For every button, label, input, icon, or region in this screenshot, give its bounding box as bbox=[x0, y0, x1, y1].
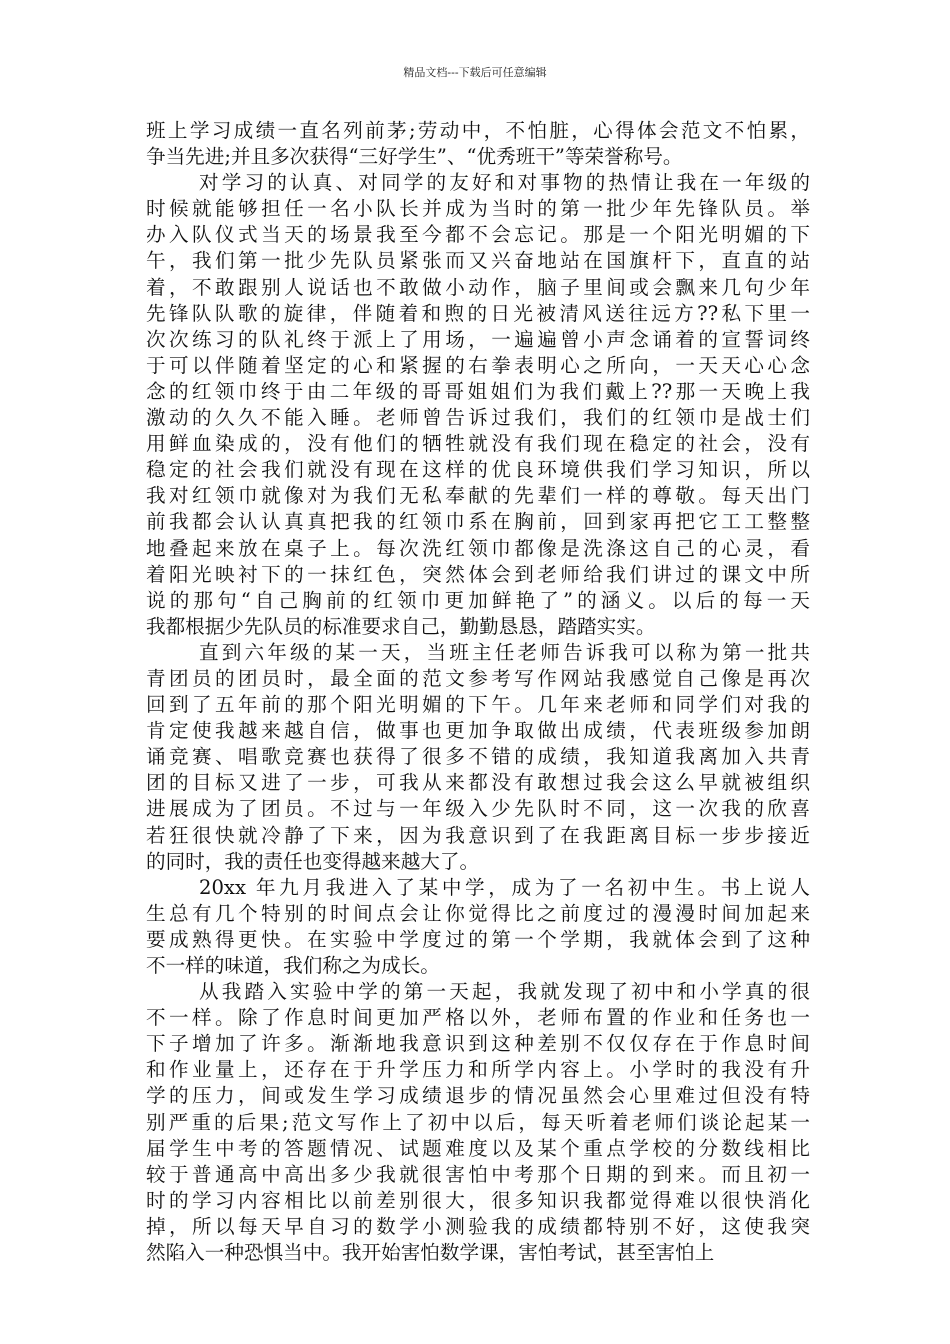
text-line: 学的压力，间或发生学习成绩退步的情况虽然会心里难过但没有特 bbox=[146, 1084, 810, 1108]
text-line: 于可以伴随着坚定的心和紧握的右拳表明心之所向，一天天心心念 bbox=[146, 353, 810, 377]
text-line: 办入队仪式当天的场景我至今都不会忘记。那是一个阳光明媚的下 bbox=[146, 223, 810, 247]
text-line: 时的学习内容相比以前差别很大，很多知识我都觉得难以很快消化 bbox=[146, 1188, 810, 1212]
text-line: 肯定使我越来越自信，做事也更加争取做出成绩，代表班级参加朗 bbox=[146, 719, 810, 743]
text-line: 稳定的社会我们就没有现在这样的优良环境供我们学习知识，所以 bbox=[146, 458, 810, 482]
text-line: 20xx 年九月我进入了某中学，成为了一名初中生。书上说人 bbox=[199, 875, 810, 899]
text-line: 团的目标又进了一步，可我从来都没有敢想过我会这么早就被组织 bbox=[146, 771, 810, 795]
text-line: 着，不敢跟别人说话也不敢做小动作，脑子里间或会飘来几句少年 bbox=[146, 275, 810, 299]
text-line: 生总有几个特别的时间点会让你觉得比之前度过的漫漫时间加起来 bbox=[146, 901, 810, 925]
paragraph bbox=[146, 979, 810, 1266]
text-line: 不一样。除了作息时间更加严格以外，老师布置的作业和任务也一 bbox=[146, 1006, 810, 1030]
text-line: 下子增加了许多。渐渐地我意识到这种差别不仅仅存在于作息时间 bbox=[146, 1032, 810, 1056]
text-line: 直到六年级的某一天，当班主任老师告诉我可以称为第一批共 bbox=[199, 640, 810, 664]
text-line: 次次练习的队礼终于派上了用场，一遍遍曾小声念诵着的宣誓词终 bbox=[146, 327, 810, 351]
text-line: 然陷入一种恐惧当中。我开始害怕数学课，害怕考试，甚至害怕上 bbox=[146, 1241, 715, 1265]
text-line: 别严重的后果;范文写作上了初中以后，每天听着老师们谈论起某一 bbox=[146, 1110, 810, 1134]
text-line: 对学习的认真、对同学的友好和对事物的热情让我在一年级的 bbox=[199, 171, 810, 195]
document-body bbox=[146, 118, 810, 1266]
text-line: 较于普通高中高出多少我就很害怕中考那个日期的到来。而且初一 bbox=[146, 1162, 810, 1186]
paragraph bbox=[146, 170, 810, 640]
text-line: 争当先进;并且多次获得“三好学生”、“优秀班干”等荣誉称号。 bbox=[146, 145, 683, 169]
text-line: 从我踏入实验中学的第一天起，我就发现了初中和小学真的很 bbox=[199, 980, 810, 1004]
text-line: 进展成为了团员。不过与一年级入少先队时不同，这一次我的欣喜 bbox=[146, 797, 810, 821]
text-line: 若狂很快就冷静了下来，因为我意识到了在我距离目标一步步接近 bbox=[146, 823, 810, 847]
text-line: 用鲜血染成的，没有他们的牺牲就没有我们现在稳定的社会，没有 bbox=[146, 432, 810, 456]
text-line: 届学生中考的答题情况、试题难度以及某个重点学校的分数线相比 bbox=[146, 1136, 810, 1160]
paragraph bbox=[146, 118, 810, 170]
paragraph bbox=[146, 640, 810, 875]
text-line: 念的红领巾终于由二年级的哥哥姐姐们为我们戴上??那一天晚上我 bbox=[146, 379, 810, 403]
text-line: 时候就能够担任一名小队长并成为当时的第一批少年先锋队员。举 bbox=[146, 197, 810, 221]
text-line: 青团员的团员时，最全面的范文参考写作网站我感觉自己像是再次 bbox=[146, 666, 810, 690]
text-line: 着阳光映衬下的一抹红色，突然体会到老师给我们讲过的课文中所 bbox=[146, 562, 810, 586]
text-line: 说的那句“自己胸前的红领巾更加鲜艳了”的涵义。以后的每一天 bbox=[146, 588, 810, 612]
text-line: 地叠起来放在桌子上。每次洗红领巾都像是洗涤这自己的心灵，看 bbox=[146, 536, 810, 560]
text-line: 回到了五年前的那个阳光明媚的下午。几年来老师和同学们对我的 bbox=[146, 693, 810, 717]
text-line: 不一样的味道，我们称之为成长。 bbox=[146, 954, 440, 977]
text-line: 要成熟得更快。在实验中学度过的第一个学期，我就体会到了这种 bbox=[146, 927, 810, 951]
text-line: 和作业量上，还存在于升学压力和所学内容上。小学时的我没有升 bbox=[146, 1058, 810, 1082]
text-line: 的同时，我的责任也变得越来越大了。 bbox=[146, 849, 480, 873]
text-line: 掉，所以每天早自习的数学小测验我的成绩都特别不好，这使我突 bbox=[146, 1214, 810, 1238]
text-line: 我对红领巾就像对为我们无私奉献的先辈们一样的尊敬。每天出门 bbox=[146, 484, 810, 508]
text-line: 激动的久久不能入睡。老师曾告诉过我们，我们的红领巾是战士们 bbox=[146, 406, 810, 430]
text-line: 先锋队队歌的旋律，伴随着和煦的日光被清风送往远方??私下里一 bbox=[146, 301, 810, 325]
text-line: 诵竞赛、唱歌竞赛也获得了很多不错的成绩，我知道我离加入共青 bbox=[146, 745, 810, 769]
text-line: 午，我们第一批少先队员紧张而又兴奋地站在国旗杆下，直直的站 bbox=[146, 249, 810, 273]
text-line: 前我都会认认真真把我的红领巾系在胸前，回到家再把它工工整整 bbox=[146, 510, 810, 534]
paragraph bbox=[146, 875, 810, 979]
text-line: 我都根据少先队员的标准要求自己，勤勤恳恳，踏踏实实。 bbox=[146, 614, 656, 638]
text-line: 班上学习成绩一直名列前茅;劳动中，不怕脏，心得体会范文不怕累， bbox=[146, 119, 810, 142]
page-header: 精品文档---下载后可任意编辑 bbox=[403, 66, 547, 79]
